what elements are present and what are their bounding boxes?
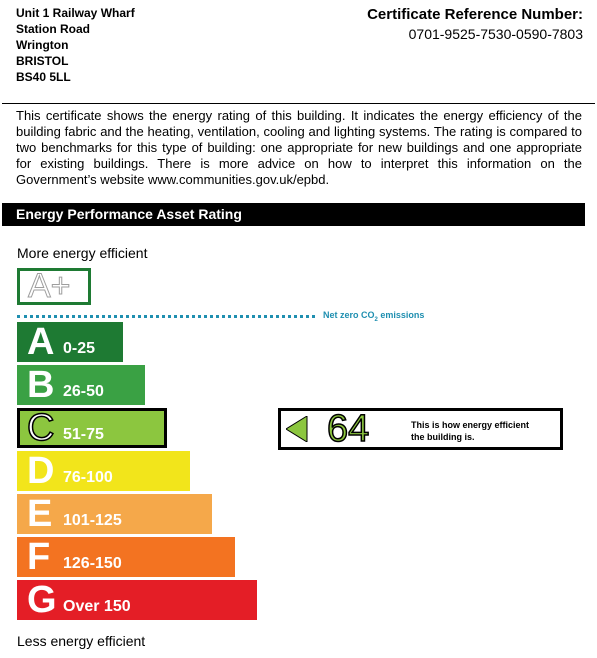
more-efficient-label: More energy efficient [17, 245, 148, 261]
band-range: 26-50 [63, 383, 104, 400]
divider [2, 103, 595, 104]
address-line: Wrington [16, 38, 69, 52]
band-range: 101-125 [63, 512, 122, 529]
rating-note-line: the building is. [411, 432, 475, 442]
certificate-reference [367, 5, 583, 44]
band-range: Over 150 [63, 598, 131, 615]
band-f [17, 537, 235, 577]
band-a [17, 322, 123, 362]
address-line: Station Road [16, 22, 90, 36]
net-zero-line [17, 315, 315, 318]
address-line: BS40 5LL [16, 70, 71, 84]
band-b [17, 365, 145, 405]
rating-note [411, 419, 529, 443]
rating-note-line: This is how energy efficient [411, 420, 530, 430]
band-letter: E [27, 493, 53, 535]
band-letter: F [27, 536, 51, 578]
band-c [17, 408, 167, 448]
rating-arrow-icon [286, 416, 308, 442]
band-range: 51-75 [63, 426, 104, 443]
address-line: BRISTOL [16, 54, 69, 68]
band-letter: G [27, 579, 57, 621]
certificate-reference-number: 0701-9525-7530-0590-7803 [408, 26, 583, 42]
less-efficient-label: Less energy efficient [17, 633, 146, 649]
aplus-band: A+ [17, 268, 91, 305]
net-zero-subscript: 2 [374, 316, 378, 323]
net-zero-label [323, 310, 424, 323]
net-zero-text: Net zero CO [323, 310, 375, 320]
band-range: 126-150 [63, 555, 122, 572]
band-letter: D [27, 450, 55, 492]
rating-indicator [278, 408, 563, 450]
address-line: Unit 1 Railway Wharf [16, 6, 135, 20]
net-zero-tail: emissions [377, 310, 425, 320]
rating-value: 64 [327, 408, 370, 450]
intro-text: This certificate shows the energy rating of this building. It indicates the energy efficiency of the building fabric and the heating, ventilation, cooling and lighting systems. The rating is compared to two benchmarks for this type of building: one appropriate for new buildings and one appropriate for existing buildings. There is more advice on how to interpret this information on the Government’s website www.communities.gov.uk/epbd. [16, 108, 582, 187]
address-block [16, 5, 135, 85]
band-g [17, 580, 257, 620]
band-letter: B [27, 364, 55, 406]
band-d [17, 451, 190, 491]
band-letter: A [27, 321, 55, 363]
section-title: Energy Performance Asset Rating [2, 203, 585, 226]
certificate-reference-label: Certificate Reference Number: [367, 6, 583, 23]
band-range: 0-25 [63, 340, 96, 357]
band-e [17, 494, 212, 534]
band-range: 76-100 [63, 469, 113, 486]
band-letter: C [27, 407, 55, 449]
